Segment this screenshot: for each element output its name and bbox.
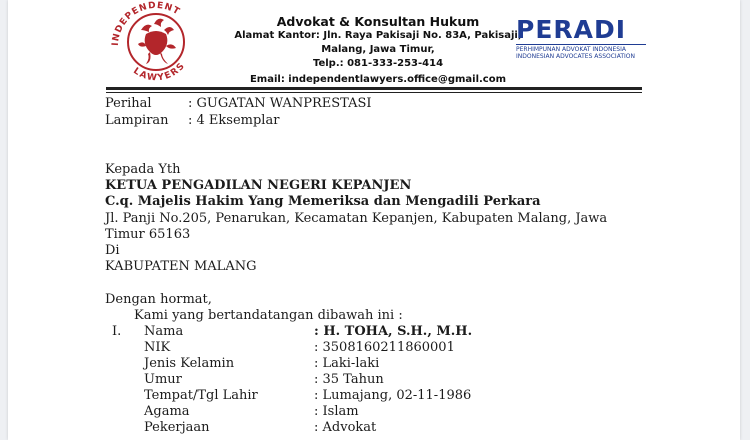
dragon-logo-icon (106, 0, 206, 84)
header-divider-thick (106, 87, 642, 90)
firm-name: Advokat & Konsultan Hukum (276, 14, 480, 29)
field-value-jenis-kelamin: : Laki-laki (314, 356, 380, 371)
office-phone: Telp.: 081-333-253-414 (312, 58, 444, 69)
office-email: Email: independentlawyers.office@gmail.com (249, 74, 507, 85)
field-label-agama: Agama (144, 404, 190, 419)
lampiran-label: Lampiran (105, 113, 169, 128)
peradi-subtitle1: PERHIMPUNAN ADVOKAT INDONESIA (516, 44, 646, 53)
recipient-address-line2: Timur 65163 (105, 227, 191, 242)
field-value-umur: : 35 Tahun (314, 372, 384, 387)
field-value-nik: : 3508160211860001 (314, 340, 455, 355)
firm-logo (106, 0, 206, 84)
perihal-value: : GUGATAN WANPRESTASI (188, 96, 372, 111)
field-value-agama: : Islam (314, 404, 359, 419)
field-label-nama: Nama (144, 324, 184, 339)
recipient-title: KETUA PENGADILAN NEGERI KEPANJEN (105, 178, 412, 193)
greeting: Dengan hormat, (105, 292, 212, 307)
party-number: I. (112, 324, 122, 339)
logo-text-top: INDEPENDENT (110, 0, 182, 47)
body-intro: Kami yang bertandatangan dibawah ini : (134, 308, 403, 323)
office-address-line1: Alamat Kantor: Jln. Raya Pakisaji No. 83A, Pakisaji, (234, 30, 522, 41)
lampiran-value: : 4 Eksemplar (188, 113, 280, 128)
field-label-nik: NIK (144, 340, 171, 355)
peradi-name: PERADI (516, 15, 627, 44)
recipient-cq: C.q. Majelis Hakim Yang Memeriksa dan Mengadili Perkara (105, 194, 541, 209)
office-address-line2: Malang, Jawa Timur, (321, 44, 435, 55)
field-label-tempat-tgl-lahir: Tempat/Tgl Lahir (144, 388, 258, 403)
letterhead (218, 14, 538, 87)
logo-text-bottom: LAWYERS (131, 60, 188, 84)
recipient-address-line1: Jl. Panji No.205, Penarukan, Kecamatan Kepanjen, Kabupaten Malang, Jawa (105, 211, 608, 226)
perihal-label: Perihal (105, 96, 152, 111)
header-divider-thin (106, 92, 642, 93)
field-value-pekerjaan: : Advokat (314, 420, 377, 435)
recipient-di: Di (105, 243, 120, 258)
field-value-tempat-tgl-lahir: : Lumajang, 02-11-1986 (314, 388, 472, 403)
document-page (8, 0, 740, 440)
recipient-place: KABUPATEN MALANG (105, 259, 257, 274)
field-label-jenis-kelamin: Jenis Kelamin (144, 356, 235, 371)
field-value-nama: : H. TOHA, S.H., M.H. (314, 324, 473, 339)
peradi-subtitle2: INDONESIAN ADVOCATES ASSOCIATION (516, 53, 635, 60)
recipient-intro: Kepada Yth (105, 162, 181, 177)
field-label-umur: Umur (144, 372, 182, 387)
field-label-pekerjaan: Pekerjaan (144, 420, 210, 435)
peradi-logo-icon (516, 16, 646, 66)
